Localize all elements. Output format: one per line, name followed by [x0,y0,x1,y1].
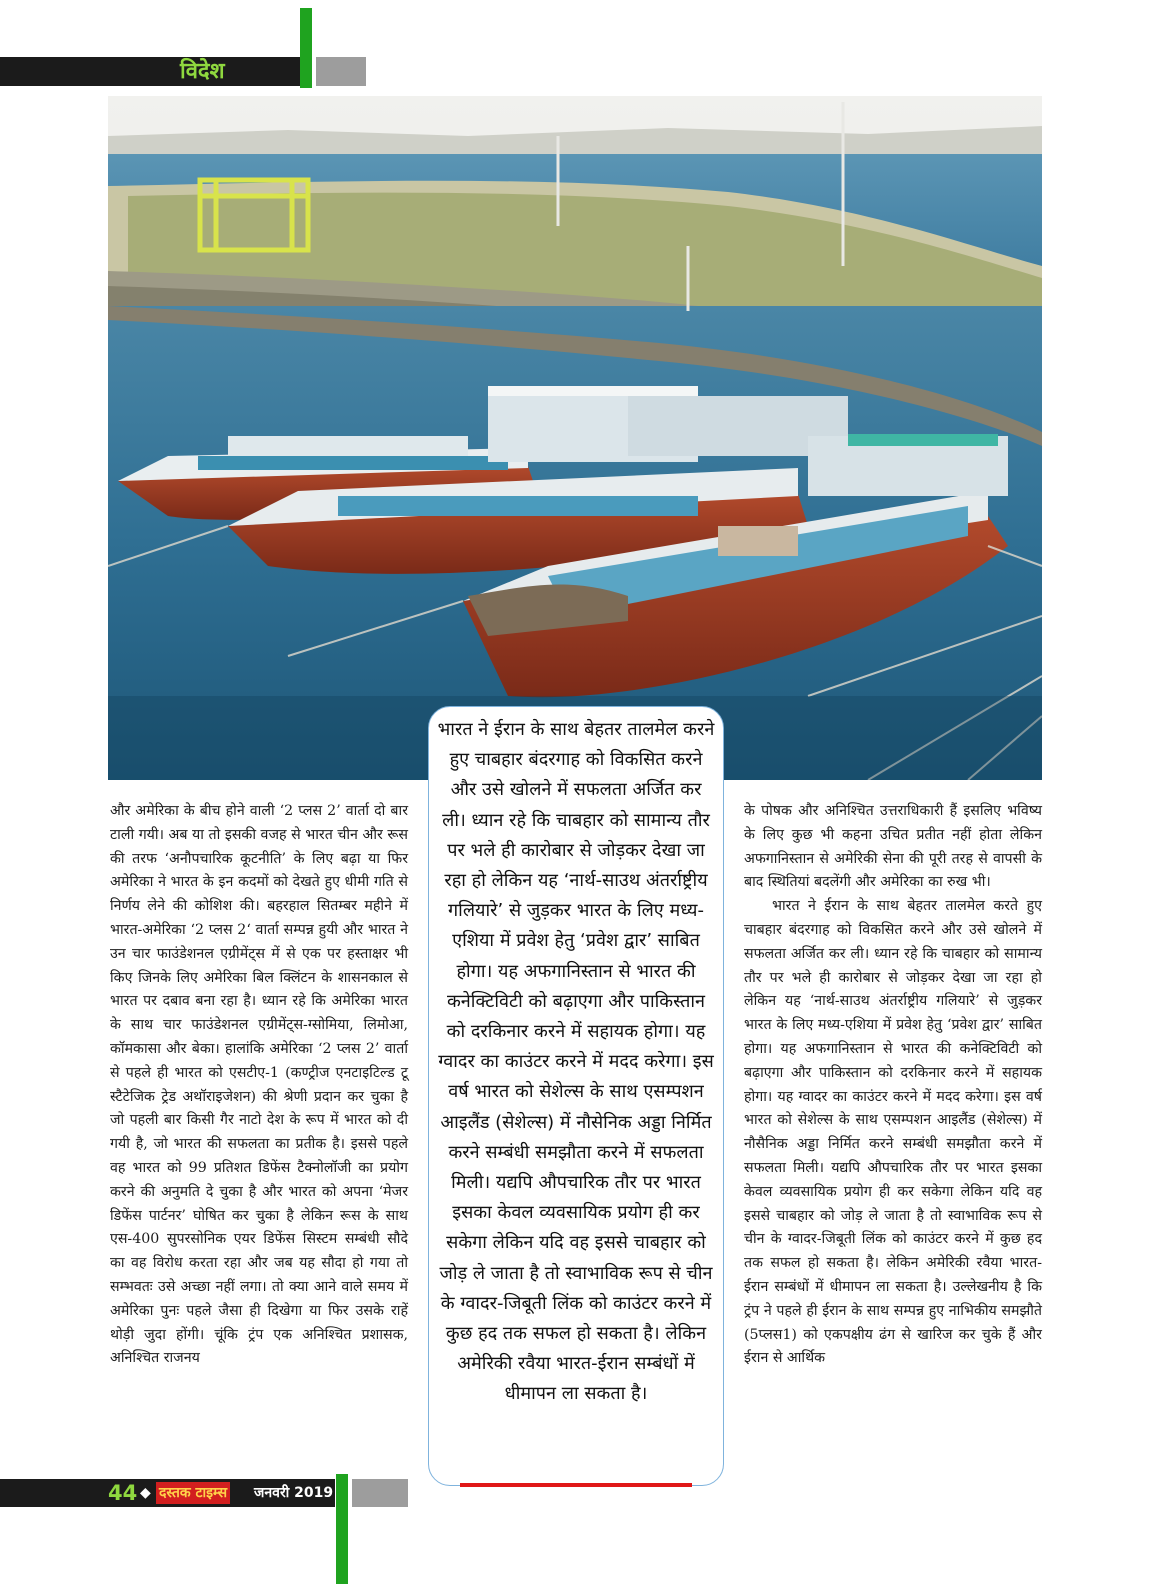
issue-date: जनवरी 2019 [254,1485,334,1501]
header-accent-line [300,8,312,88]
pull-quote-box [428,706,724,1486]
harbor-dhow-boats-photo [108,96,1042,780]
left-column-text: और अमेरिका के बीच होने वाली ‘2 प्लस 2’ वार्ता दो बार टाली गयी। अब या तो इसकी वजह से भारत चीन और रूस की तरफ ‘अनौपचारिक कूटनीति’ के लिए बढ़ा या फिर अमेरिका ने भारत के इन कदमों को देखते हुए धीमी गति से निर्णय लेने की कोशिश की। बहरहाल सितम्बर महीने में भारत-अमेरिका ‘2 प्लस 2‘ वार्ता सम्पन्न हुयी और भारत ने उन चार फाउंडेशनल एग्रीमेंट्स में से एक पर हस्ताक्षर भी किए जिनके लिए अमेरिका बिल क्लिंटन के शासनकाल से भारत पर दबाव बना रहा है। ध्यान रहे कि अमेरिका भारत के साथ चार फाउंडेशनल एग्रीमेंट्स-ग्सोमिया, लिमोआ, कॉमकासा और बेका। हालांकि अमेरिका ‘2 प्लस 2’ वार्ता से पहले ही भारत को एसटीए-1 (कण्ट्रीज एनटाइटिल्ड टू स्टैटेजिक ट्रेड अथॉराइजेशन) की श्रेणी प्रदान कर चुका है जो पहली बार किसी गैर नाटो देश के रूप में भारत को दी गयी है, जो भारत की सफलता का प्रतीक है। इससे पहले वह भारत को 99 प्रतिशत डिफेंस टैक्नोलॉजी का प्रयोग करने की अनुमति दे चुका है और भारत को अपना ‘मेजर डिफेंस पार्टनर’ घोषित कर चुका है लेकिन रूस के साथ एस-400 सुपरसोनिक एयर डिफेंस सिस्टम सम्बंधी सौदे का वह विरोध करता रहा और जब यह सौदा हो गया तो सम्भवतः उसे अच्छा नहीं लगा। तो क्या आने वाले समय में अमेरिका पुनः पहले जैसा ही दिखेगा या फिर उसके राहें थोड़ी जुदा होंगी। चूंकि ट्रंप एक अनिश्चित प्रशासक, अनिश्चित राजनय [110,803,408,1367]
page-number: 44 [108,1481,138,1505]
right-column [744,800,1042,1371]
header-gray-block [316,57,366,86]
right-column-paragraph-2: भारत ने ईरान के साथ बेहतर तालमेल करते हुए चाबहार बंदरगाह को विकसित करने और उसे खोलने में सफलता अर्जित कर ली। ध्यान रहे कि चाबहार को सामान्य तौर पर भले ही कारोबार से जोड़कर देखा जा रहा हो लेकिन यह ‘नार्थ-साउथ अंतर्राष्ट्रीय गलियारे’ से जुड़कर भारत के लिए मध्य-एशिया में प्रवेश हेतु ‘प्रवेश द्वार’ साबित होगा। यह अफगानिस्तान से भारत की कनेक्टिविटी को बढ़ाएगा और पाकिस्तान को दरकिनार करने में सहायक होगा। यह ग्वादर का काउंटर करने में मदद करेगा। इस वर्ष भारत को सेशेल्स के साथ एसम्पशन आइलैंड (सेशेल्स) में नौसैनिक अड्डा निर्मित करने सम्बंधी समझौता करने में सफलता मिली। यद्यपि औपचारिक तौर पर भारत इसका केवल व्यवसायिक प्रयोग ही कर सकेगा लेकिन यदि वह इससे चाबहार को जोड़ ले जाता है तो स्वाभाविक रूप से चीन के ग्वादर-जिबूती लिंक को काउंटर करने में कुछ हद तक सफल हो सकता है। लेकिन अमेरिकी रवैया भारत-ईरान सम्बंधों में धीमापन ला सकता है। उल्लेखनीय है कि ट्रंप ने पहले ही ईरान के साथ सम्पन्न हुए नाभिकीय समझौते (5प्लस1) को एकपक्षीय ढंग से खारिज कर चुके हैं और ईरान से आर्थिक [744,898,1042,1367]
pull-quote-red-rule [460,1483,692,1487]
section-label: विदेश [180,59,225,84]
footer-bullet-icon: ◆ [140,1485,151,1501]
right-column-paragraph-1: के पोषक और अनिश्चित उत्तराधिकारी हैं इसलिए भविष्य के लिए कुछ भी कहना उचित प्रतीत नहीं होता लेकिन अफगानिस्तान से अमेरिकी सेना की पूरी तरह से वापसी के बाद स्थितियां बदलेंगी और अमेरिका का रुख भी। [744,803,1042,891]
footer-gray-block [352,1479,408,1507]
pull-quote-text: भारत ने ईरान के साथ बेहतर तालमेल करने हुए चाबहार बंदरगाह को विकसित करने और उसे खोलने में सफलता अर्जित कर ली। ध्यान रहे कि चाबहार को सामान्य तौर पर भले ही कारोबार से जोड़कर देखा जा रहा हो लेकिन यह ‘नार्थ-साउथ अंतर्राष्ट्रीय गलियारे’ से जुड़कर भारत के लिए मध्य-एशिया में प्रवेश हेतु ‘प्रवेश द्वार’ साबित होगा। यह अफगानिस्तान से भारत की कनेक्टिविटी को बढ़ाएगा और पाकिस्तान को दरकिनार करने में सहायक होगा। यह ग्वादर का काउंटर करने में मदद करेगा। इस वर्ष भारत को सेशेल्स के साथ एसम्पशन आइलैंड (सेशेल्स) में नौसेनिक अड्डा निर्मित करने सम्बंधी समझौता करने में सफलता मिली। यद्यपि औपचारिक तौर पर भारत इसका केवल व्यवसायिक प्रयोग ही कर सकेगा लेकिन यदि वह इससे चाबहार को जोड़ ले जाता है तो स्वाभाविक रूप से चीन के ग्वादर-जिबूती लिंक को काउंटर करने में कुछ हद तक सफल हो सकता है। लेकिन अमेरिकी रवैया भारत-ईरान सम्बंधों में धीमापन ला सकता है। [437,719,715,1405]
footer-accent-line [336,1474,348,1584]
harbor-boats-photo [108,96,1042,780]
magazine-logo: दस्तक टाइम्स [156,1482,230,1504]
section-header-bar [0,57,300,86]
left-column [110,800,408,1371]
